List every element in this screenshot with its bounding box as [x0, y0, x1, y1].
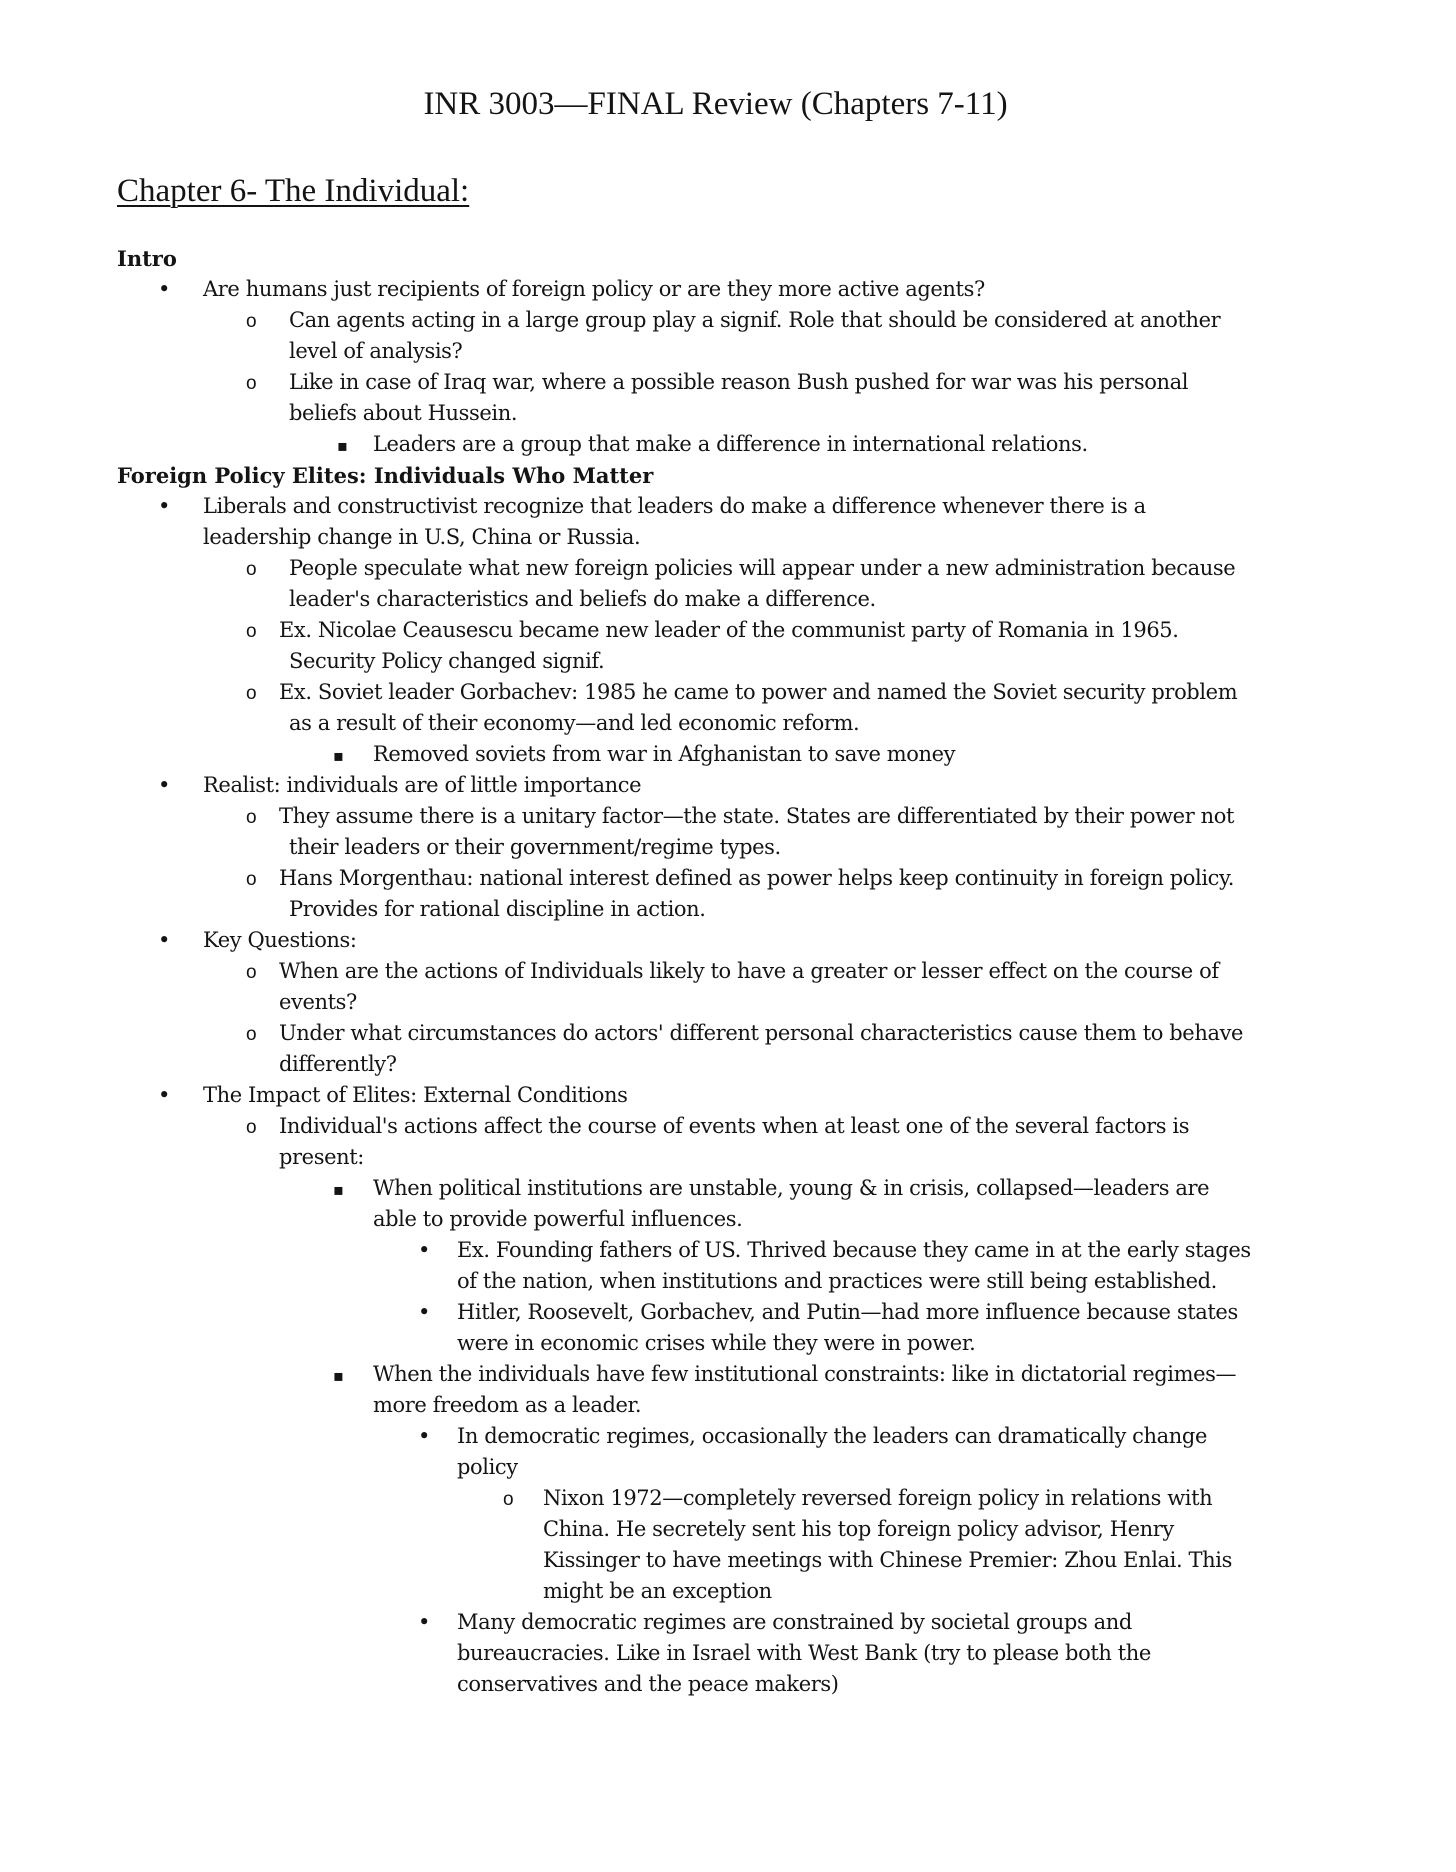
outline-line: leader's characteristics and beliefs do make a difference.	[289, 587, 876, 611]
outline-line: When are the actions of Individuals likely to have a greater or lesser effect on the course of	[279, 959, 1219, 983]
outline-line: Under what circumstances do actors' different personal characteristics cause them to behave	[279, 1021, 1244, 1045]
bullet-circle-icon	[246, 367, 257, 399]
bullet-square-icon	[333, 1173, 344, 1205]
bullet-disc-icon	[158, 491, 170, 522]
bullet-disc-icon	[158, 1080, 170, 1111]
bullet-disc-icon	[158, 274, 170, 305]
bullet-square-icon	[333, 739, 344, 771]
bullet-circle-icon	[246, 1018, 257, 1050]
outline-line: leadership change in U.S, China or Russia.	[203, 525, 641, 549]
outline-line: beliefs about Hussein.	[289, 401, 518, 425]
outline-line: They assume there is a unitary factor—the state. States are differentiated by their power not	[279, 804, 1235, 828]
outline-line: Nixon 1972—completely reversed foreign policy in relations with	[543, 1486, 1213, 1510]
bullet-disc-icon	[418, 1607, 430, 1638]
outline-line: Individual's actions affect the course of events when at least one of the several factors is	[279, 1114, 1190, 1138]
outline-line: Provides for rational discipline in action.	[289, 897, 706, 921]
outline-line: Many democratic regimes are constrained by societal groups and	[457, 1610, 1132, 1634]
outline-line: of the nation, when institutions and practices were still being established.	[457, 1269, 1217, 1293]
outline-line: When political institutions are unstable, young & in crisis, collapsed—leaders are	[373, 1176, 1210, 1200]
bullet-circle-icon	[246, 863, 257, 895]
outline-line: as a result of their economy—and led economic reform.	[289, 711, 860, 735]
bullet-circle-icon	[246, 677, 257, 709]
outline-line: might be an exception	[543, 1579, 772, 1603]
outline-line: Leaders are a group that make a difference in international relations.	[373, 432, 1088, 456]
outline-line: In democratic regimes, occasionally the leaders can dramatically change	[457, 1424, 1207, 1448]
outline-line: Ex. Nicolae Ceausescu became new leader of the communist party of Romania in 1965.	[279, 618, 1179, 642]
outline-line: policy	[457, 1455, 518, 1479]
outline-line: Are humans just recipients of foreign policy or are they more active agents?	[203, 277, 985, 301]
outline-line: bureaucracies. Like in Israel with West Bank (try to please both the	[457, 1641, 1151, 1665]
bullet-square-icon	[337, 429, 348, 461]
bullet-square-icon	[333, 1359, 344, 1391]
outline-line: able to provide powerful influences.	[373, 1207, 743, 1231]
outline-line: more freedom as a leader.	[373, 1393, 642, 1417]
outline-line: Kissinger to have meetings with Chinese Premier: Zhou Enlai. This	[543, 1548, 1232, 1572]
outline-line: Removed soviets from war in Afghanistan to save money	[373, 742, 956, 766]
bullet-circle-icon	[246, 553, 257, 585]
chapter-heading: Chapter 6- The Individual:	[117, 173, 470, 209]
document-title: INR 3003—FINAL Review (Chapters 7-11)	[423, 86, 1008, 122]
outline-line: their leaders or their government/regime types.	[289, 835, 781, 859]
section-heading-intro: Intro	[117, 246, 177, 271]
outline-line: Can agents acting in a large group play a signif. Role that should be considered at another	[289, 308, 1221, 332]
bullet-circle-icon	[246, 615, 257, 647]
bullet-disc-icon	[418, 1421, 430, 1452]
outline-line: Security Policy changed signif.	[289, 649, 605, 673]
outline-line: The Impact of Elites: External Conditions	[203, 1083, 628, 1107]
section-heading-foreign-policy-elites: Foreign Policy Elites: Individuals Who Matter	[117, 463, 654, 488]
outline-line: Ex. Founding fathers of US. Thrived because they came in at the early stages	[457, 1238, 1251, 1262]
bullet-disc-icon	[158, 770, 170, 801]
outline-line: were in economic crises while they were in power.	[457, 1331, 976, 1355]
outline-line: level of analysis?	[289, 339, 463, 363]
outline-line: When the individuals have few institutional constraints: like in dictatorial regimes—	[373, 1362, 1237, 1386]
outline-line: differently?	[279, 1052, 397, 1076]
bullet-circle-icon	[246, 956, 257, 988]
outline-line: Ex. Soviet leader Gorbachev: 1985 he came to power and named the Soviet security problem	[279, 680, 1238, 704]
outline-line: present:	[279, 1145, 364, 1169]
outline-line: Hitler, Roosevelt, Gorbachev, and Putin—had more influence because states	[457, 1300, 1238, 1324]
outline-line: Liberals and constructivist recognize that leaders do make a difference whenever there is a	[203, 494, 1146, 518]
bullet-circle-icon	[246, 305, 257, 337]
bullet-circle-icon	[246, 801, 257, 833]
bullet-circle-icon	[503, 1483, 514, 1515]
outline-line: Realist: individuals are of little importance	[203, 773, 642, 797]
outline-line: Key Questions:	[203, 928, 357, 952]
outline-line: conservatives and the peace makers)	[457, 1672, 839, 1696]
bullet-disc-icon	[418, 1235, 430, 1266]
bullet-disc-icon	[158, 925, 170, 956]
bullet-disc-icon	[418, 1297, 430, 1328]
outline-line: events?	[279, 990, 357, 1014]
outline-line: Like in case of Iraq war, where a possible reason Bush pushed for war was his personal	[289, 370, 1189, 394]
outline-line: People speculate what new foreign policies will appear under a new administration because	[289, 556, 1236, 580]
outline-line: Hans Morgenthau: national interest defined as power helps keep continuity in foreign policy.	[279, 866, 1234, 890]
bullet-circle-icon	[246, 1111, 257, 1143]
outline-line: China. He secretely sent his top foreign policy advisor, Henry	[543, 1517, 1174, 1541]
